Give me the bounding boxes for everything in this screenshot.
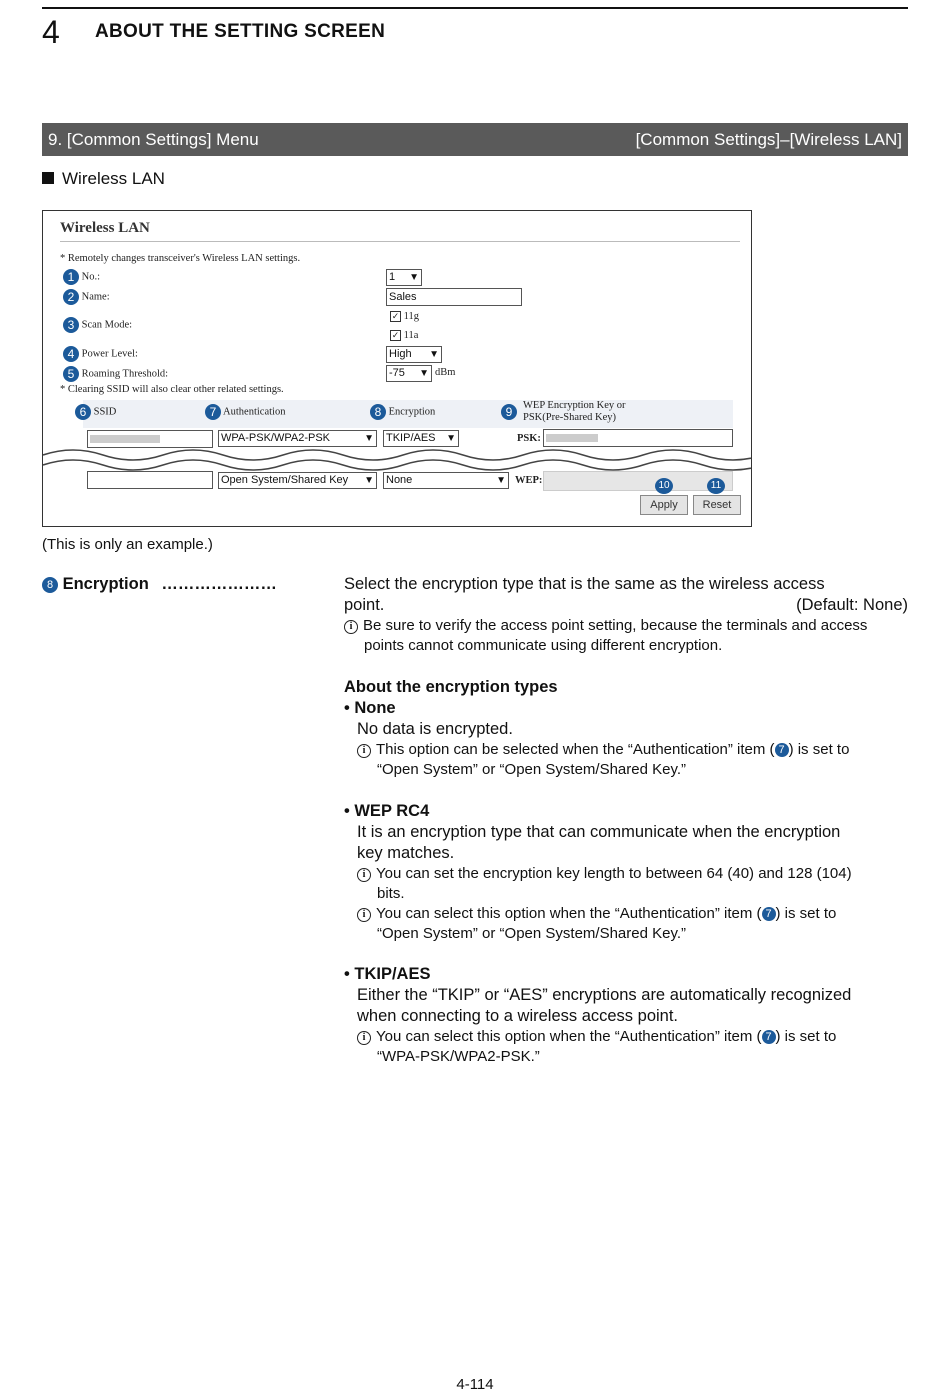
chevron-down-icon: ▼ (409, 272, 419, 283)
badge-4: 4 (63, 346, 79, 362)
item-heading (42, 574, 277, 595)
top-rule (42, 7, 908, 9)
badge-6: 6 (75, 404, 91, 420)
auth-select-2[interactable]: Open System/Shared Key ▼ (218, 472, 377, 489)
tkip-block: • TKIP/AES Either the “TKIP” or “AES” encryptions are automatically recognized when connecting to a wireless access point. (344, 965, 852, 1025)
info-icon: i (357, 744, 371, 758)
item-note: i Be sure to verify the access point setting, because the terminals and access points cannot communicate using different encryption. (344, 616, 914, 656)
reset-button[interactable]: Reset (693, 495, 741, 515)
divider (60, 241, 740, 242)
badge-5: 5 (63, 366, 79, 382)
screenshot-title: Wireless LAN (60, 220, 150, 236)
col-key: WEP Encryption Key or (523, 400, 626, 411)
chevron-down-icon: ▼ (429, 349, 439, 360)
dot-leader: ………………… (161, 575, 277, 593)
info-icon: i (344, 620, 358, 634)
wep-input[interactable] (543, 471, 733, 491)
checkbox-icon: ✓ (391, 330, 400, 341)
badge-1: 1 (63, 269, 79, 285)
chapter-title: ABOUT THE SETTING SCREEN (95, 21, 386, 42)
chapter-number: 4 (42, 14, 60, 50)
psk-input[interactable] (543, 429, 733, 447)
badge-7-icon: 7 (762, 1030, 776, 1044)
apply-button[interactable]: Apply (640, 495, 688, 515)
enc-select-2[interactable]: None ▼ (383, 472, 509, 489)
power-select[interactable]: High ▼ (386, 346, 442, 363)
tkip-note: i You can select this option when the “Authentication” item ( 7 ) is set to “WPA-PSK/WPA2-PSK.” (357, 1027, 917, 1067)
roam-select[interactable]: -75 ▼ (386, 365, 432, 382)
ssid-note: * Clearing SSID will also clear other related settings. (60, 384, 284, 395)
badge-8: 8 (370, 404, 386, 420)
no-select[interactable]: 1 ▼ (386, 269, 422, 286)
badge-7: 7 (205, 404, 221, 420)
scan-11a[interactable]: ✓ 11a (391, 330, 419, 341)
chevron-down-icon: ▼ (364, 433, 374, 444)
wep-block: • WEP RC4 It is an encryption type that can communicate when the encryption key matches. (344, 802, 841, 862)
remote-note: * Remotely changes transceiver's Wireless LAN settings. (60, 253, 301, 264)
settings-screenshot (42, 210, 752, 527)
chevron-down-icon: ▼ (364, 475, 374, 486)
badge-7-icon: 7 (775, 743, 789, 757)
col-ssid: SSID (93, 406, 117, 418)
types-heading: About the encryption types (344, 678, 558, 696)
badge-7-icon: 7 (762, 907, 776, 921)
psk-label: PSK: (517, 433, 541, 444)
power-label: Power Level: (81, 348, 138, 360)
col-key2: PSK(Pre-Shared Key) (523, 412, 617, 423)
chevron-down-icon: ▼ (446, 433, 456, 444)
roam-label: Roaming Threshold: (81, 368, 169, 380)
none-block: • None No data is encrypted. (344, 699, 513, 738)
ssid-input-2[interactable] (87, 471, 213, 489)
col-enc: Encryption (388, 406, 436, 418)
ssid-input-1[interactable] (87, 430, 213, 448)
badge-8-icon: 8 (42, 577, 58, 593)
chevron-down-icon: ▼ (419, 368, 429, 379)
none-note: i This option can be selected when the “Authentication” item ( 7 ) is set to “Open System” or “Open System/Shared Key.” (357, 740, 917, 780)
item-desc: Select the encryption type that is the same as the wireless access point. (Default: None) (344, 575, 908, 614)
wep-notes: i You can set the encryption key length to between 64 (40) and 128 (104) bits. i You can select this option when the “Authentication” item ( 7 ) is set to “Open System” or “Open System/Shared Key.” (357, 864, 917, 944)
badge-9: 9 (501, 404, 517, 420)
scan-label: Scan Mode: (81, 319, 133, 331)
chevron-down-icon: ▼ (496, 475, 506, 486)
wave-break (43, 447, 751, 471)
roam-unit: dBm (435, 367, 456, 378)
wep-label: WEP: (515, 475, 543, 486)
badge-11: 11 (707, 478, 725, 494)
page-number: 4-114 (456, 1376, 494, 1393)
name-input[interactable]: Sales (386, 288, 522, 306)
name-label: Name: (81, 291, 110, 303)
scan-11g[interactable]: ✓ 11g (391, 311, 419, 322)
caption: (This is only an example.) (42, 536, 213, 553)
badge-2: 2 (63, 289, 79, 305)
badge-3: 3 (63, 317, 79, 333)
badge-10: 10 (655, 478, 673, 494)
checkbox-icon: ✓ (391, 311, 400, 322)
col-auth: Authentication (223, 406, 286, 418)
section-title: Wireless LAN (42, 169, 165, 189)
item-title: Encryption (62, 575, 149, 593)
default-value: (Default: None) (796, 596, 908, 614)
menu-bar-left: 9. [Common Settings] Menu (48, 130, 259, 149)
menu-bar-right: [Common Settings]–[Wireless LAN] (635, 130, 902, 149)
enc-select-1[interactable]: TKIP/AES ▼ (383, 430, 459, 447)
no-label: No.: (81, 271, 100, 283)
menu-bar (42, 123, 908, 156)
info-icon: i (357, 908, 371, 922)
auth-select-1[interactable]: WPA-PSK/WPA2-PSK ▼ (218, 430, 377, 447)
info-icon: i (357, 868, 371, 882)
square-bullet-icon (42, 172, 54, 184)
info-icon: i (357, 1031, 371, 1045)
